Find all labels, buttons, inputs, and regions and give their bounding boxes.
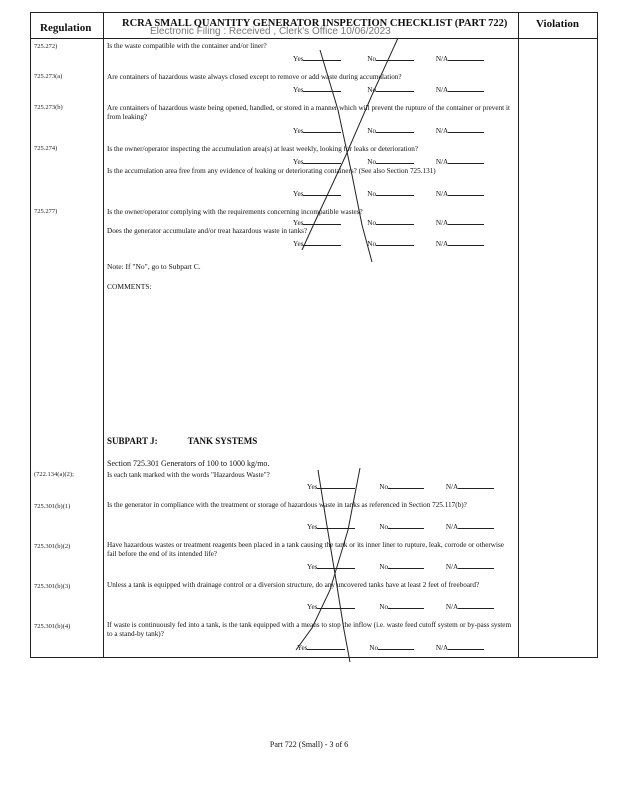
electronic-filing-stamp: Electronic Filing : Received , Clerk's Office 10/06/2023 [150,26,391,37]
question-text: Unless a tank is equipped with drainage control or a diversion structure, do any uncovered tanks have at least 2 feet of freeboard? [107,581,480,589]
regulation-ref: 725.301(b)(1) [34,503,71,510]
yes-option: Yes [293,240,304,248]
regulation-ref: 725.273(b) [34,104,63,111]
na-option: N/A [445,523,459,531]
question-text: If waste is continuously fed into a tank, is the tank equipped with a means to stop the inflow (i.e. waste feed cutoff system or by-pass system to a stand-by tank)? [107,621,512,638]
no-option: No [367,219,377,227]
question-text: Have hazardous wastes or treatment reagents been placed in a tank causing the tank or its inner liner to rupture, leak, corrode or otherwise fail before the end of its intended life? [107,541,504,558]
question-text: Are containers of hazardous waste always closed except to remove or add waste during accumulation? [107,73,402,81]
na-option: N/A [435,190,449,198]
question-text: Is the accumulation area free from any evidence of leaking or deteriorating containers? (See also Section 725.131) [107,167,436,175]
regulation-ref: 725.301(b)(2) [34,543,71,550]
comments-label: COMMENTS: [107,282,152,291]
checklist-title: RCRA SMALL QUANTITY GENERATOR INSPECTION CHECKLIST (PART 722) [122,18,508,29]
no-option: No [367,127,377,135]
regulation-ref: 725.301(b)(4) [34,623,71,630]
no-option: No [379,523,389,531]
question-text: Is the waste compatible with the container and/or liner? [107,42,267,50]
no-option: No [379,603,389,611]
na-option: N/A [445,483,459,491]
section-heading: Section 725.301 Generators of 100 to 1000 kg/mo. [107,459,270,468]
na-option: N/A [445,563,459,571]
question-text: Is each tank marked with the words "Hazardous Waste"? [107,471,270,479]
question-text: Are containers of hazardous waste being opened, handled, or stored in a manner which will prevent the rupture of the container or prevent it from leaking? [107,104,510,121]
regulation-ref: 725.272) [34,43,58,50]
question-text: Is the generator in compliance with the treatment or storage of hazardous waste in tanks as referenced in Section 725.117(b)? [107,501,467,509]
yes-option: Yes [307,563,318,571]
no-option: No [379,563,389,571]
na-option: N/A [435,240,449,248]
yes-option: Yes [307,523,318,531]
no-option: No [367,86,377,94]
regulation-ref: 725.277) [34,208,58,215]
yes-option: Yes [293,219,304,227]
regulation-header: Regulation [40,22,92,34]
no-option: No [367,158,377,166]
regulation-ref: 725.274) [34,145,58,152]
strike-line [318,470,350,662]
no-option: No [367,240,377,248]
subpart-label: SUBPART J: [107,436,158,446]
na-option: N/A [435,219,449,227]
no-option: No [367,190,377,198]
question-text: Is the owner/operator inspecting the accumulation area(s) at least weekly, looking for leaks or deterioration? [107,145,419,153]
na-option: N/A [445,603,459,611]
yes-option: Yes [297,644,308,652]
yes-option: Yes [293,158,304,166]
no-option: No [369,644,379,652]
regulation-ref: 725.273(a) [34,73,63,80]
yes-option: Yes [293,86,304,94]
na-option: N/A [435,644,449,652]
yes-option: Yes [293,190,304,198]
yes-option: Yes [307,603,318,611]
subpart-title: TANK SYSTEMS [187,436,258,446]
yes-option: Yes [293,127,304,135]
strike-line [302,38,398,250]
violation-header: Violation [536,18,579,30]
na-option: N/A [435,127,449,135]
na-option: N/A [435,158,449,166]
regulation-ref: 725.301(b)(3) [34,583,71,590]
yes-option: Yes [293,55,304,63]
no-option: No [379,483,389,491]
note-text: Note: If "No", go to Subpart C. [107,262,201,271]
question-text: Does the generator accumulate and/or treat hazardous waste in tanks? [107,227,308,235]
na-option: N/A [435,55,449,63]
yes-option: Yes [307,483,318,491]
regulation-ref: (722.134(a)(2); [34,471,74,478]
no-option: No [367,55,377,63]
question-text: Is the owner/operator complying with the requirements concerning incompatible wastes? [107,208,363,216]
na-option: N/A [435,86,449,94]
strike-line [296,468,360,650]
page-footer: Part 722 (Small) - 3 of 6 [269,740,349,749]
